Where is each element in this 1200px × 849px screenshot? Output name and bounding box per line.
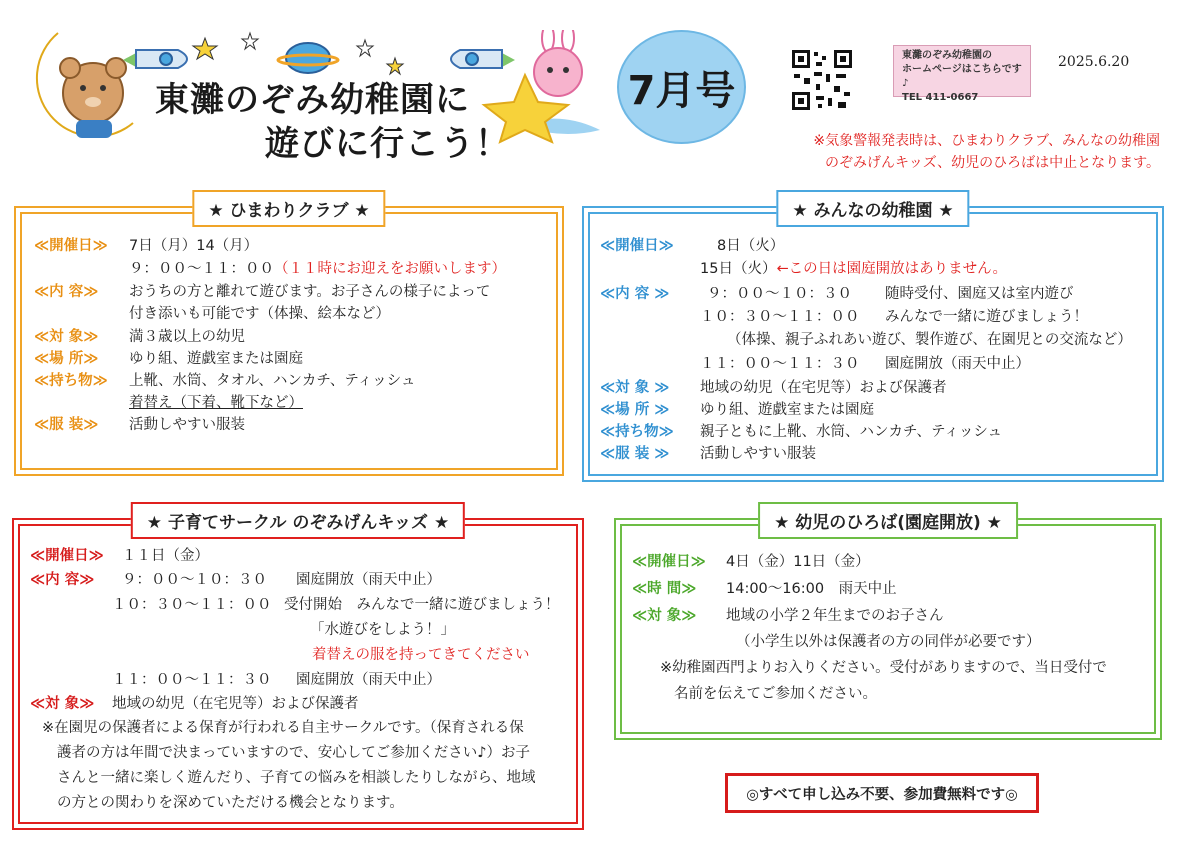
youji-hiroba-heading: ★ 幼児のひろば(園庭開放) ★: [758, 502, 1018, 539]
himawari-dates: 7日（月）14（月）: [129, 238, 259, 254]
himawari-clothes: 活動しやすい服装: [129, 417, 245, 433]
kids-target: 地域の幼児（在宅児等）および保護者: [112, 696, 359, 712]
label-target: ≪対 象≫: [30, 696, 95, 712]
himawari-items-line1: 上靴、水筒、タオル、ハンカチ、ティッシュ: [129, 373, 416, 389]
kids-circle-section: [12, 513, 584, 830]
kids-circle-heading: ★ 子育てサークル のぞみげんキッズ ★: [131, 502, 465, 539]
minna-c3-text: 園庭開放（雨天中止）: [885, 356, 1030, 372]
label-place: ≪場 所 ≫: [600, 402, 670, 418]
label-clothes: ≪服 装 ≫: [600, 446, 670, 462]
minna-clothes: 活動しやすい服装: [700, 446, 816, 462]
kids-note: [42, 716, 536, 816]
kids-note-line2: 護者の方は年間で決まっていますので、安心してご参加ください♪）お子: [57, 745, 530, 761]
himawari-content-line1: おうちの方と離れて遊びます。お子さんの様子によって: [129, 284, 491, 300]
youji-hiroba-section: [614, 513, 1162, 740]
label-date: ≪開催日≫: [632, 554, 706, 570]
qr-code-icon[interactable]: [790, 48, 854, 112]
weather-warning-notice: [813, 130, 1160, 174]
himawari-target: 満３歳以上の幼児: [129, 329, 245, 345]
label-items: ≪持ち物≫: [600, 424, 674, 440]
label-target: ≪対 象≫: [34, 329, 99, 345]
kids-c1-text: 園庭開放（雨天中止）: [296, 572, 441, 588]
label-items: ≪持ち物≫: [34, 373, 108, 389]
warning-line2: のぞみげんキッズ、幼児のひろばは中止となります。: [824, 155, 1160, 171]
homepage-label-line2: ホームページはこちらです♪: [902, 64, 1022, 89]
hiroba-time: 14:00～16:00 雨天中止: [726, 581, 897, 597]
kids-c2-sub: 「水遊びをしよう！」: [310, 622, 455, 638]
hiroba-date: 4日（金）11日（金）: [726, 554, 870, 570]
label-target: ≪対 象 ≫: [600, 380, 670, 396]
label-clothes: ≪服 装≫: [34, 417, 99, 433]
label-time: ≪時 間≫: [632, 581, 697, 597]
label-date: ≪開催日≫: [30, 548, 104, 564]
page-title-line1: 東灘のぞみ幼稚園に: [155, 80, 470, 120]
hiroba-note-line2: 名前を伝えてご参加ください。: [674, 686, 877, 702]
kids-c3-time: １１：００～１１：３０: [112, 672, 272, 688]
minna-c2-text: みんなで一緒に遊びましょう！: [885, 309, 1088, 325]
kids-c1-time: ９：００～１０：３０: [122, 572, 267, 588]
issue-badge: 7月号: [617, 30, 746, 144]
kids-note-line4: の方との関わりを深めていただける機会となります。: [57, 795, 404, 811]
himawari-club-section: [14, 201, 564, 476]
hiroba-target: 地域の小学２年生までのお子さん: [726, 608, 944, 624]
kids-c3-text: 園庭開放（雨天中止）: [296, 672, 441, 688]
homepage-contact-box: [893, 45, 1031, 103]
hiroba-target-sub: （小学生以外は保護者の方の同伴が必要です）: [736, 634, 1041, 650]
himawari-items-line2: 着替え（下着、靴下など）: [129, 395, 303, 411]
himawari-club-heading: ★ ひまわりクラブ ★: [192, 190, 385, 227]
warning-line1: ※気象警報発表時は、ひまわりクラブ、みんなの幼稚園: [813, 133, 1160, 149]
label-place: ≪場 所≫: [34, 351, 99, 367]
himawari-content-line2: 付き添いも可能です（体操、絵本など）: [129, 306, 390, 322]
minna-date1: 8日（火）: [717, 238, 785, 254]
kids-note-line1: ※在園児の保護者による保育が行われる自主サークルです。（保育される保: [42, 720, 524, 736]
minna-c2-sub: （体操、親子ふれあい遊び、製作遊び、在園児との交流など）: [727, 332, 1132, 348]
himawari-time-note: （１１時にお迎えをお願いします）: [274, 261, 506, 277]
minna-kindergarten-section: [582, 201, 1164, 482]
minna-c1-time: ９：００～１０：３０: [707, 286, 852, 302]
label-date: ≪開催日≫: [34, 238, 108, 254]
kids-note-line3: さんと一緒に楽しく遊んだり、子育ての悩みを相談したりしながら、地域: [57, 770, 536, 786]
minna-date2: 15日（火）: [700, 261, 777, 277]
himawari-place: ゆり組、遊戯室または園庭: [129, 351, 303, 367]
label-target: ≪対 象≫: [632, 608, 697, 624]
minna-date2-note: ←この日は園庭開放はありません。: [776, 261, 1007, 277]
kids-date: １１日（金）: [122, 548, 209, 564]
issue-date: 2025.6.20: [1058, 54, 1130, 70]
kids-c2-time: １０：３０～１１：００: [112, 597, 272, 613]
phone-number: TEL 411-0667: [902, 92, 979, 103]
minna-place: ゆり組、遊戯室または園庭: [700, 402, 874, 418]
minna-items: 親子ともに上靴、水筒、ハンカチ、ティッシュ: [700, 424, 1003, 440]
kids-c2-text: 受付開始 みんなで一緒に遊びましょう！: [284, 597, 560, 613]
homepage-label-line1: 東灘のぞみ幼稚園の: [902, 50, 992, 61]
label-date: ≪開催日≫: [600, 238, 674, 254]
page-title-line2: 遊びに行こう！: [265, 124, 510, 164]
kids-c2-note: 着替えの服を持ってきてください: [312, 647, 530, 663]
minna-c2-time: １０：３０～１１：００: [700, 309, 860, 325]
minna-c1-text: 随時受付、園庭又は室内遊び: [885, 286, 1074, 302]
label-content: ≪内 容 ≫: [600, 286, 670, 302]
label-content: ≪内 容≫: [30, 572, 95, 588]
minna-kindergarten-heading: ★ みんなの幼稚園 ★: [776, 190, 969, 227]
free-admission-notice: ◎すべて申し込み不要、参加費無料です◎: [725, 773, 1039, 813]
himawari-time: ９：００～１１：００: [129, 261, 274, 277]
minna-target: 地域の幼児（在宅児等）および保護者: [700, 380, 947, 396]
minna-c3-time: １１：００～１１：３０: [700, 356, 860, 372]
hiroba-note-line1: ※幼稚園西門よりお入りください。受付がありますので、当日受付で: [660, 660, 1107, 676]
label-content: ≪内 容≫: [34, 284, 99, 300]
